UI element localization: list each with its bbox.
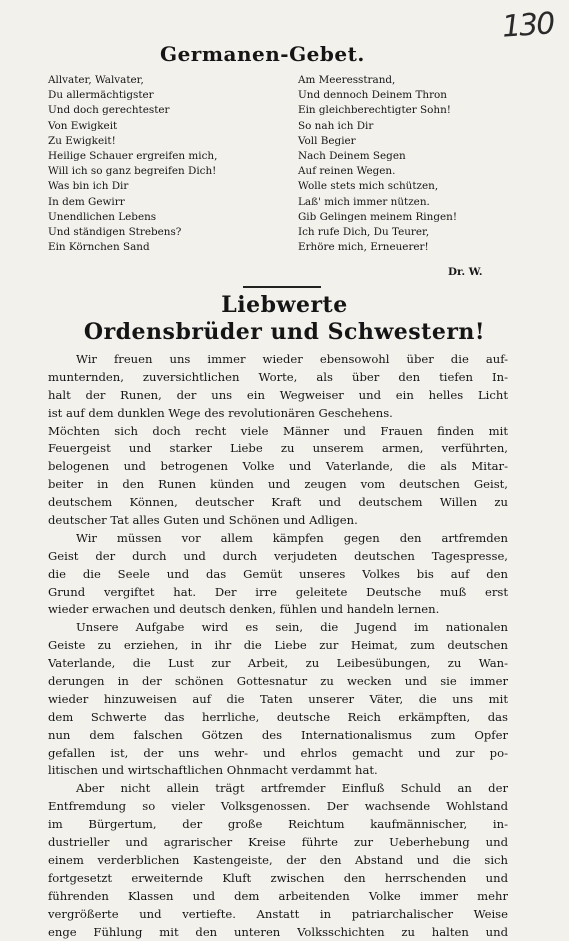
article-line: Wir müssen vor allem kämpfen gegen den artfremden [48, 530, 508, 548]
article-line: Wir freuen uns immer wieder ebensowohl über die auf- [48, 351, 508, 369]
poem-line: Allvater, Walvater, [48, 73, 217, 88]
poem-line: Am Meeresstrand, [298, 73, 457, 88]
poem-line: Erhöre mich, Erneuerer! [298, 240, 457, 255]
poem-line: Ein gleichberechtigter Sohn! [298, 103, 457, 118]
article-line: dem Schwerte das herrliche, deutsche Reich erkämpften, das [48, 709, 508, 727]
article-line: beiter in den Runen künden und zeugen vom deutschen Geist, [48, 476, 508, 494]
article-line: einem verderblichen Kastengeiste, der den Abstand und die sich [48, 852, 508, 870]
poem-line: Unendlichen Lebens [48, 210, 217, 225]
poem-line: Ein Körnchen Sand [48, 240, 217, 255]
article-line: dustrieller und agrarischer Kreise führte zur Ueberhebung und [48, 834, 508, 852]
poem-line: Was bin ich Dir [48, 179, 217, 194]
article-line: deutscher Tat alles Guten und Schönen und Adligen. [48, 512, 508, 530]
article-line: Unsere Aufgabe wird es sein, die Jugend im nationalen [48, 619, 508, 637]
article-line: Feuergeist und starker Liebe zu unserem armen, verführten, [48, 440, 508, 458]
article-line: wieder hinzuweisen auf die Taten unserer Väter, die uns mit [48, 691, 508, 709]
poem-line: Nach Deinem Segen [298, 149, 457, 164]
poem-line: Voll Begier [298, 134, 457, 149]
article-line: derungen in der schönen Gottesnatur zu wecken und sie immer [48, 673, 508, 691]
poem-line: Wolle stets mich schützen, [298, 179, 457, 194]
article-line: führenden Klassen und dem arbeitenden Volke immer mehr [48, 888, 508, 906]
article-line: Grund vergiftet hat. Der irre geleitete Deutsche muß erst [48, 584, 508, 602]
poem-line: Und dennoch Deinem Thron [298, 88, 457, 103]
article-line: Aber nicht allein trägt artfremder Einfluß Schuld an der [48, 780, 508, 798]
poem-signature: Dr. W. [448, 266, 482, 278]
article-line: deutschem Können, deutscher Kraft und deutschem Willen zu [48, 494, 508, 512]
article-body [48, 351, 508, 941]
poem-line: Heilige Schauer ergreifen mich, [48, 149, 217, 164]
article-line: Geiste zu erziehen, in ihr die Liebe zur Heimat, zum deutschen [48, 637, 508, 655]
poem-line: Ich rufe Dich, Du Teurer, [298, 225, 457, 240]
poem-right-column [298, 73, 457, 255]
poem-line: Laß' mich immer nützen. [298, 195, 457, 210]
article-line: fortgesetzt erweiternde Kluft zwischen den herrschenden und [48, 870, 508, 888]
article-line: die die Seele und das Gemüt unseres Volkes bis auf den [48, 566, 508, 584]
article-line: enge Fühlung mit den unteren Volksschichten zu halten und [48, 924, 508, 941]
article-heading-line1: Liebwerte [0, 292, 569, 318]
article-line: belogenen und betrogenen Volke und Vaterlande, die als Mitar- [48, 458, 508, 476]
article-line: vergrößerte und vertiefte. Anstatt in patriarchalischer Weise [48, 906, 508, 924]
handwritten-page-number: 130 [501, 6, 555, 44]
poem-line: In dem Gewirr [48, 195, 217, 210]
poem-line: Und doch gerechtester [48, 103, 217, 118]
poem-line: Und ständigen Strebens? [48, 225, 217, 240]
article-line: nun dem falschen Götzen des Internationalismus zum Opfer [48, 727, 508, 745]
article-line: Vaterlande, die Lust zur Arbeit, zu Leibesübungen, zu Wan- [48, 655, 508, 673]
poem-line: So nah ich Dir [298, 119, 457, 134]
poem-line: Gib Gelingen meinem Ringen! [298, 210, 457, 225]
poem-line: Du allermächtigster [48, 88, 217, 103]
divider-rule [243, 286, 321, 288]
poem-title: Germanen-Gebet. [160, 42, 365, 66]
article-line: ist auf dem dunklen Wege des revolutionären Geschehens. [48, 405, 508, 423]
poem-line: Auf reinen Wegen. [298, 164, 457, 179]
article-line: litischen und wirtschaftlichen Ohnmacht verdammt hat. [48, 762, 508, 780]
article-line: halt der Runen, der uns ein Wegweiser und ein helles Licht [48, 387, 508, 405]
poem-line: Will ich so ganz begreifen Dich! [48, 164, 217, 179]
article-line: gefallen ist, der uns wehr- und ehrlos gemacht und zur po- [48, 745, 508, 763]
poem-line: Zu Ewigkeit! [48, 134, 217, 149]
poem-line: Von Ewigkeit [48, 119, 217, 134]
poem-left-column [48, 73, 217, 255]
article-line: wieder erwachen und deutsch denken, fühlen und handeln lernen. [48, 601, 508, 619]
article-line: Geist der durch und durch verjudeten deutschen Tagespresse, [48, 548, 508, 566]
article-heading-line2: Ordensbrüder und Schwestern! [0, 319, 569, 345]
article-line: im Bürgertum, der große Reichtum kaufmännischer, in- [48, 816, 508, 834]
article-line: Möchten sich doch recht viele Männer und Frauen finden mit [48, 423, 508, 441]
article-line: Entfremdung so vieler Volksgenossen. Der wachsende Wohlstand [48, 798, 508, 816]
article-line: munternden, zuversichtlichen Worte, als über den tiefen In- [48, 369, 508, 387]
